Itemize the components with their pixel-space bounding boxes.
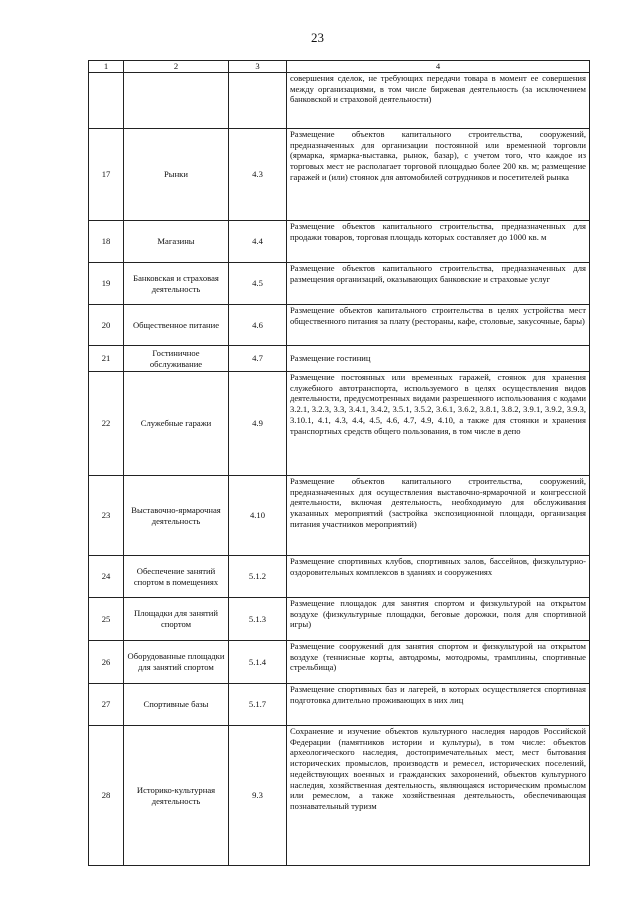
table-row	[89, 263, 590, 305]
row-code: 5.1.4	[229, 641, 287, 684]
row-code: 4.9	[229, 372, 287, 476]
table-row	[89, 726, 590, 866]
row-number: 17	[89, 129, 124, 221]
row-code: 4.3	[229, 129, 287, 221]
row-code: 4.6	[229, 305, 287, 346]
row-description: Размещение спортивных клубов, спортивных залов, бассейнов, физкультурно-оздоровительных комплексов в зданиях и сооружениях	[287, 556, 590, 598]
row-number: 22	[89, 372, 124, 476]
land-use-table	[88, 60, 590, 866]
table-header-row	[89, 61, 590, 73]
table-row	[89, 129, 590, 221]
row-code: 5.1.2	[229, 556, 287, 598]
row-name: Рынки	[124, 129, 229, 221]
row-name: Выставочно-ярмарочная деятельность	[124, 476, 229, 556]
row-name: Магазины	[124, 221, 229, 263]
row-number: 20	[89, 305, 124, 346]
row-name: Служебные гаражи	[124, 372, 229, 476]
row-description: Размещение объектов капитального строительства, сооружений, предназначенных для осуществления выставочно-ярмарочной и конгрессной деятельности, включая деятельность, необходимую для обслуживания указанных мероприятий (застройка экспозиционной площади, организация питания участников мероприятий)	[287, 476, 590, 556]
row-number: 23	[89, 476, 124, 556]
row-description: Размещение объектов капитального строительства, сооружений, предназначенных для организации постоянной или временной торговли (ярмарка, ярмарка-выставка, рынок, базар), с учетом того, что каждое из торговых мест не располагает торговой площадью более 200 кв. м; размещение гаражей и (или) стоянок для автомобилей сотрудников и посетителей рынка	[287, 129, 590, 221]
row-name: Банковская и страховая деятельность	[124, 263, 229, 305]
table-row	[89, 372, 590, 476]
table-row	[89, 598, 590, 641]
row-number: 21	[89, 346, 124, 372]
row-name: Общественное питание	[124, 305, 229, 346]
row-number: 27	[89, 684, 124, 726]
row-number: 24	[89, 556, 124, 598]
row-name: Спортивные базы	[124, 684, 229, 726]
row-code: 9.3	[229, 726, 287, 866]
page-number: 23	[311, 30, 324, 45]
row-number: 28	[89, 726, 124, 866]
row-code: 5.1.3	[229, 598, 287, 641]
row-description: Размещение гостиниц	[287, 346, 590, 372]
row-description: Размещение объектов капитального строительства, предназначенных для размещения организаций, оказывающих банковские и страховые услуг	[287, 263, 590, 305]
row-description: Сохранение и изучение объектов культурного наследия народов Российской Федерации (памятников истории и культуры), в том числе: объектов археологического наследия, достопримечательных мест, мест бытования исторических промыслов, производств и ремесел, исторических поселений, недействующих военных и гражданских захоронений, объектов культурного наследия, хозяйственная деятельность, являющаяся историческим промыслом или ремеслом, а также хозяйственная деятельность, обеспечивающая познавательный туризм	[287, 726, 590, 866]
row-code: 4.4	[229, 221, 287, 263]
row-name: Историко-культурная деятельность	[124, 726, 229, 866]
row-number: 25	[89, 598, 124, 641]
row-name: Обеспечение занятий спортом в помещениях	[124, 556, 229, 598]
row-description: Размещение сооружений для занятия спортом и физкультурой на открытом воздухе (теннисные корты, автодромы, мотодромы, трамплины, спортивные стрельбища)	[287, 641, 590, 684]
row-code: 4.5	[229, 263, 287, 305]
header-col-3: 3	[229, 61, 287, 73]
table-row	[89, 346, 590, 372]
table-row	[89, 221, 590, 263]
row-description: Размещение спортивных баз и лагерей, в которых осуществляется спортивная подготовка длительно проживающих в них лиц	[287, 684, 590, 726]
header-col-2: 2	[124, 61, 229, 73]
table-row	[89, 556, 590, 598]
row-description: Размещение постоянных или временных гаражей, стоянок для хранения служебного автотранспорта, используемого в целях осуществления видов деятельности, предусмотренных видами разрешенного использования с кодами 3.2.1, 3.2.3, 3.3, 3.4.1, 3.4.2, 3.5.1, 3.5.2, 3.6.1, 3.6.2, 3.8.1, 3.8.2, 3.9.1, 3.9.2, 3.9.3, 3.10.1, 4.1, 4.3, 4.4, 4.5, 4.6, 4.7, 4.9, 4.10, а также для стоянки и хранения транспортных средств общего пользования, в том числе в депо	[287, 372, 590, 476]
row-name: Площадки для занятий спортом	[124, 598, 229, 641]
table-row	[89, 476, 590, 556]
row-name: Оборудованные площадки для занятий спортом	[124, 641, 229, 684]
row-description: совершения сделок, не требующих передачи товара в момент ее совершения между организациями, в том числе биржевая деятельность (за исключением банковской и страховой деятельности)	[287, 73, 590, 129]
table-row	[89, 305, 590, 346]
row-number: 19	[89, 263, 124, 305]
row-name: Гостиничное обслуживание	[124, 346, 229, 372]
row-description: Размещение объектов капитального строительства в целях устройства мест общественного питания за плату (рестораны, кафе, столовые, закусочные, бары)	[287, 305, 590, 346]
row-number: 26	[89, 641, 124, 684]
row-code: 4.10	[229, 476, 287, 556]
table-row	[89, 641, 590, 684]
row-name	[124, 73, 229, 129]
row-description: Размещение площадок для занятия спортом и физкультурой на открытом воздухе (физкультурные площадки, беговые дорожки, поля для спортивной игры)	[287, 598, 590, 641]
header-col-4: 4	[287, 61, 590, 73]
table-row	[89, 684, 590, 726]
table-row	[89, 73, 590, 129]
row-code: 5.1.7	[229, 684, 287, 726]
row-description: Размещение объектов капитального строительства, предназначенных для продажи товаров, торговая площадь которых составляет до 1000 кв. м	[287, 221, 590, 263]
row-code: 4.7	[229, 346, 287, 372]
header-col-1: 1	[89, 61, 124, 73]
row-code	[229, 73, 287, 129]
row-number: 18	[89, 221, 124, 263]
row-number	[89, 73, 124, 129]
